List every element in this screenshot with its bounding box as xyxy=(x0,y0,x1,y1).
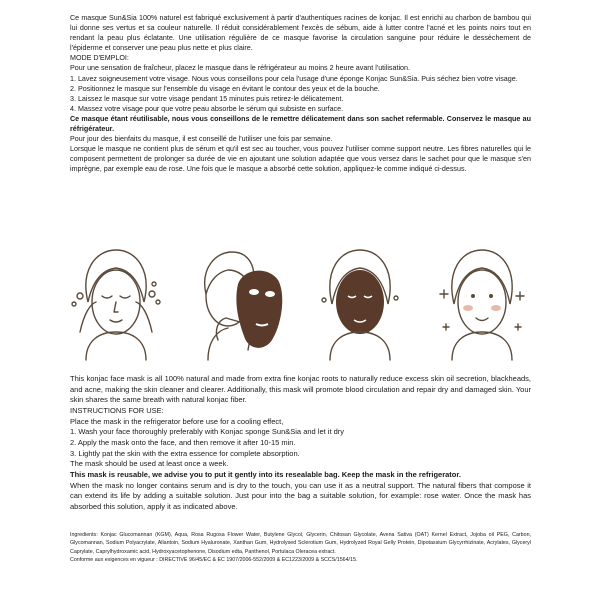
en-place: Place the mask in the refrigerator before use for a cooling effect, xyxy=(70,416,284,426)
mask-sheet-illustration xyxy=(188,240,288,368)
glowing-skin-illustration xyxy=(432,240,532,368)
fr-mode-title: MODE D'EMPLOI: xyxy=(70,54,129,63)
ingredients-list: Ingredients: Konjac Glucomannan (KGM), Aqua, Rosa Rugosa Flower Water, Butylene Glycol, Glycerin, Chitosan Glycolate, Avena Sativa (OAT) Kernel Extract, Jojoba oil PEG, Carbon, Glycomannan, Sodium Polyacrylate, Allantoin, Sodium Hyaluronate, Xanthan Gum, Hydrolysed Sclerotium Gum, Hydrolyzed Royal Gelly Protein, Dipotassium Glycyrrhizinate, Acrylates, Glyceryl Caprylate, Caprylhydroxamic acid, Hydroxyacetophenone, Disodium edta, Panthenol, Portulaca Oleracea extract. xyxy=(70,532,531,555)
instruction-illustrations xyxy=(66,240,534,368)
en-step-3: 3. Lightly pat the skin with the extra essence for complete absorption. xyxy=(70,448,300,458)
washing-face-illustration xyxy=(66,240,166,368)
en-step-2: 2. Apply the mask onto the face, and then remove it after 10-15 min. xyxy=(70,437,296,447)
french-description xyxy=(70,13,531,175)
fr-frequency: Pour jour des bienfaits du masque, il est conseillé de l'utiliser une fois par semaine. xyxy=(70,135,333,144)
english-description xyxy=(70,374,531,513)
ingredients-section xyxy=(70,531,531,565)
fr-reuse-note: Ce masque étant réutilisable, nous vous conseillons de le remettre délicatement dans son sachet refermable. Conservez le masque au réfrigérateur. xyxy=(70,114,531,134)
fr-neutral-support: Lorsque le masque ne contient plus de sérum et qu'il est sec au toucher, vous pouvez l'utiliser comme support neutre. Les fibres naturelles qui le composent permettent de prolonger sa durée de vie en ajoutant une solution adaptée que vous versez dans le sachet pour que le masque s'en imprègne, par exemple eau de rose. Une fois que le masque a absorbé cette solution, appliquez-le comme indiqué ci-dessus. xyxy=(70,145,531,174)
fr-mode-intro: Pour une sensation de fraîcheur, placez le masque dans le réfrigérateur au moins 2 heure avant l'utilisation. xyxy=(70,64,410,73)
en-step-1: 1. Wash your face thoroughly preferably with Konjac sponge Sun&Sia and let it dry xyxy=(70,427,345,437)
en-frequency: The mask should be used at least once a week. xyxy=(70,459,229,469)
en-neutral-support: When the mask no longer contains serum and is dry to the touch, you can use it as a neutral support. The natural fibers that compose it can extend its life by adding a suitable solution. Just pour into the bag a suitable solution, for example: rose water. Once the mask has absorbed this solution, apply it as indicated above. xyxy=(70,480,531,511)
en-instructions-title: INSTRUCTIONS FOR USE: xyxy=(70,405,164,415)
wearing-mask-illustration xyxy=(310,240,410,368)
en-intro: This konjac face mask is all 100% natural and made from extra fine konjac roots to naturally reduce excess skin oil secretion, blackheads, and acne, making the skin cleaner and clearer. Additionally, this mask will promote blood circulation and repair dry and damaged skin. Your skin shares the same breath with natural konjac fiber. xyxy=(70,374,531,405)
conformity-statement: Conforme aux exigences en vigueur : DIRECTIVE 96/45/EC & EC 1907/2006-552/2009 & EC1223/2009 & SCCS/1564/15. xyxy=(70,557,358,564)
fr-step-2: 2. Positionnez le masque sur l'ensemble du visage en évitant le contour des yeux et de la bouche. xyxy=(70,84,380,93)
fr-step-3: 3. Laissez le masque sur votre visage pendant 15 minutes puis retirez-le délicatement. xyxy=(70,94,344,103)
fr-step-1: 1. Lavez soigneusement votre visage. Nous vous conseillons pour cela l'usage d'une éponge Konjac Sun&Sia. Puis séchez bien votre visage. xyxy=(70,74,518,83)
en-reuse-note: This mask is reusable, we advise you to put it gently into its resealable bag. Keep the mask in the refrigerator. xyxy=(70,469,461,479)
fr-step-4: 4. Massez votre visage pour que votre peau absorbe le sérum qui subsiste en surface. xyxy=(70,104,344,113)
fr-intro: Ce masque Sun&Sia 100% naturel est fabriqué exclusivement à partir d'authentiques racines de konjac. Il est enrichi au charbon de bambou qui lui donne ses vertus et sa couleur naturelle. Il réduit considérablement l'excès de sébum, aide à lutter contre l'acné et les points noirs tout en rendant la peau plus éclatante. Une utilisation régulière de ce masque favorise la circulation sanguine pour réduire le dessèchement de l'épiderme et conserver une peau plus nette et plus claire. xyxy=(70,14,531,53)
